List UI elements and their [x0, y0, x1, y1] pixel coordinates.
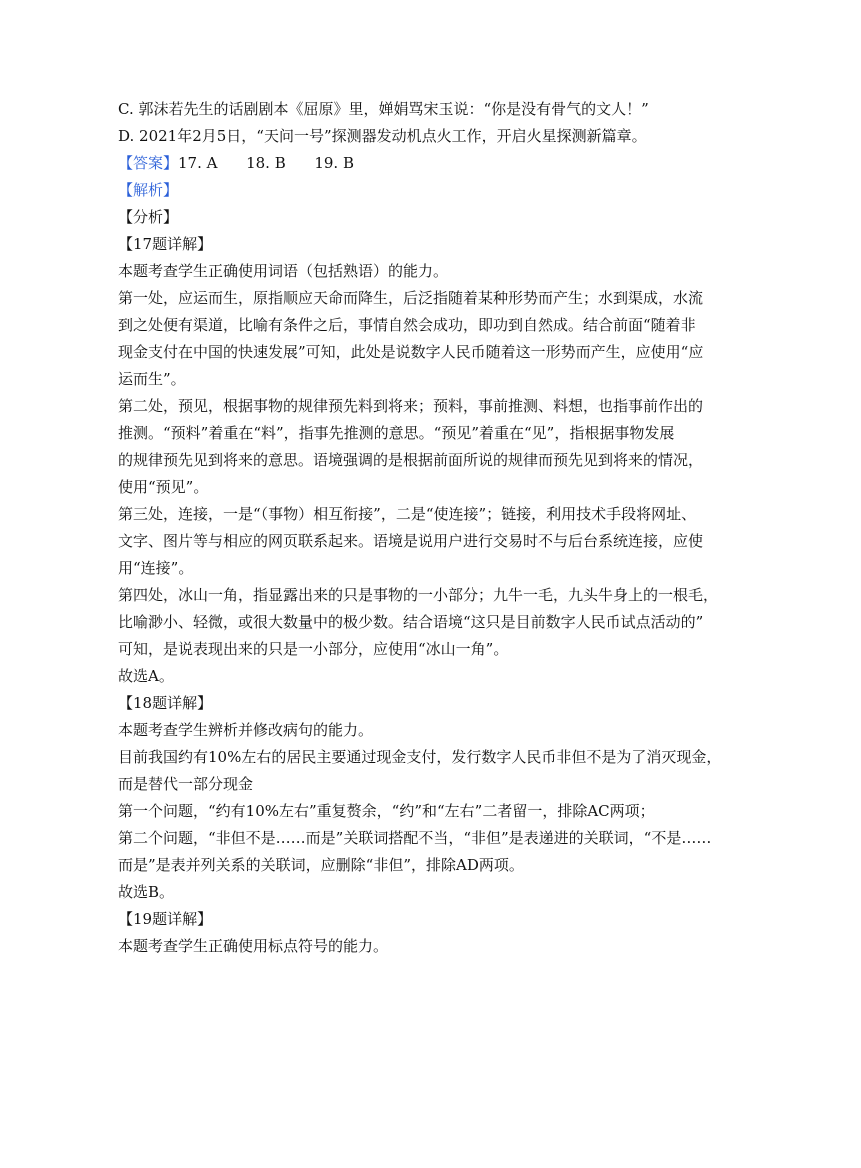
analysis-tag: 【解析】 [118, 181, 179, 199]
q17-p2-line: 的规律预先见到将来的意思。语境强调的是根据前面所说的规律而预先见到将来的情况， [118, 451, 704, 469]
q17-header: 【17题详解】 [118, 235, 213, 253]
q17-intro: 本题考查学生正确使用词语（包括熟语）的能力。 [118, 262, 449, 280]
q18-p2: 第一个问题，“约有10%左右”重复赘余，“约”和“左右”二者留一，排除AC两项； [118, 802, 655, 820]
fenxi-header: 【分析】 [118, 208, 179, 226]
q18-intro: 本题考查学生辨析并修改病句的能力。 [118, 721, 374, 739]
q18-conclusion: 故选B。 [118, 883, 175, 901]
q18-p1-line: 目前我国约有10%左右的居民主要通过现金支付，发行数字人民币非但不是为了消灭现金， [118, 748, 722, 766]
q17-p2-line: 第二处，预见，根据事物的规律预先料到将来；预料，事前推测、料想，也指事前作出的 [118, 397, 704, 415]
q17-p2-line: 使用“预见”。 [118, 478, 209, 496]
answer-line [118, 150, 746, 177]
q18-p3-line: 第二个问题，“非但不是……而是”关联词搭配不当，“非但”是表递进的关联词，“不是…… [118, 829, 712, 847]
q17-p1-line: 运而生”。 [118, 370, 186, 388]
answer-tag: 【答案】 [118, 154, 179, 172]
q17-p1-line: 第一处，应运而生，原指顺应天命而降生，后泛指随着某种形势而产生；水到渠成，水流 [118, 289, 704, 307]
q17-p3-line: 用“连接”。 [118, 559, 194, 577]
q18-p1-line: 而是替代一部分现金 [118, 775, 254, 793]
q17-p4-line: 可知，是说表现出来的只是一小部分，应使用“冰山一角”。 [118, 640, 509, 658]
q17-p1-line: 到之处便有渠道，比喻有条件之后，事情自然会成功，即功到自然成。结合前面“随着非 [118, 316, 696, 334]
q17-p3-line: 文字、图片等与相应的网页联系起来。语境是说用户进行交易时不与后台系统连接，应使 [118, 532, 704, 550]
q17-p4-line: 第四处，冰山一角，指显露出来的只是事物的一小部分；九牛一毛，九头牛身上的一根毛， [118, 586, 719, 604]
option-d: D. 2021年2月5日，“天问一号”探测器发动机点火工作，开启火星探测新篇章。 [118, 127, 647, 145]
q17-p3-line: 第三处，连接，一是“（事物）相互衔接”，二是“使连接”；链接，利用技术手段将网址、 [118, 505, 697, 523]
q17-p1-line: 现金支付在中国的快速发展”可知，此处是说数字人民币随着这一形势而产生，应使用“应 [118, 343, 704, 361]
q17-conclusion: 故选A。 [118, 667, 174, 685]
option-c: C. 郭沫若先生的话剧剧本《屈原》里，婵娟骂宋玉说：“你是没有骨气的文人！” [118, 100, 649, 118]
q18-header: 【18题详解】 [118, 694, 213, 712]
answer-text: 17. A 18. B 19. B [178, 154, 354, 172]
q18-p3-line: 而是”是表并列关系的关联词，应删除“非但”，排除AD两项。 [118, 856, 524, 874]
q19-header: 【19题详解】 [118, 910, 213, 928]
q17-p2-line: 推测。“预料”着重在“料”，指事先推测的意思。“预见”着重在“见”，指根据事物发展 [118, 424, 675, 442]
document-page [118, 96, 746, 960]
q19-intro: 本题考查学生正确使用标点符号的能力。 [118, 937, 389, 955]
q17-p4-line: 比喻渺小、轻微，或很大数量中的极少数。结合语境“这只是目前数字人民币试点活动的” [118, 613, 704, 631]
